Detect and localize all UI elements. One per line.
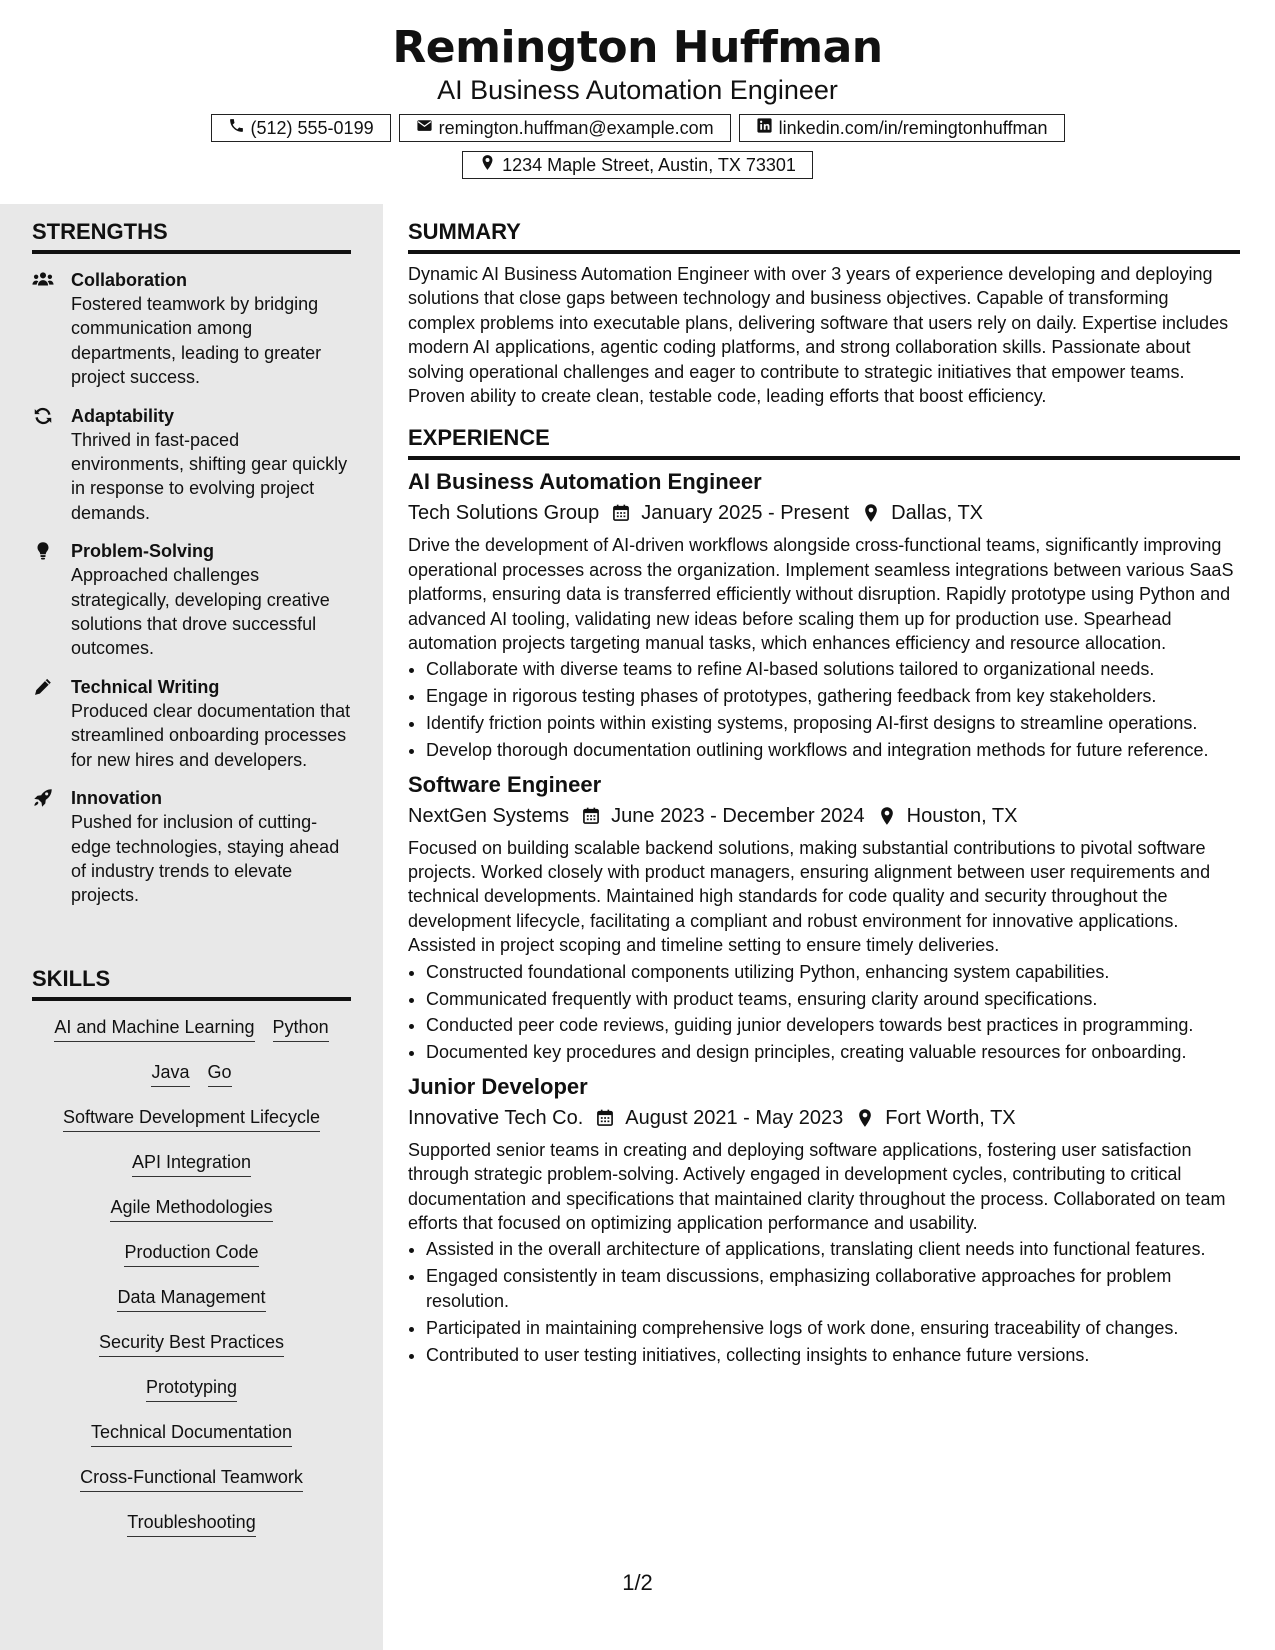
job-location: Dallas, TX (891, 502, 984, 525)
job-dates: June 2023 - December 2024 (611, 804, 865, 827)
envelope-icon (416, 117, 433, 139)
pencil-icon (32, 677, 54, 697)
job-title: Software Engineer (408, 771, 602, 797)
bullet-item: • Participated in maintaining comprehensive logs of work done, ensuring traceability of changes. (426, 1316, 1240, 1340)
skill-tag: Go (208, 1060, 232, 1087)
map-pin-icon (877, 806, 897, 826)
phone-contact[interactable] (211, 114, 391, 142)
phone-text: (512) 555-0199 (250, 117, 374, 138)
experience-section (408, 424, 1240, 1366)
contact-row (0, 114, 1275, 142)
bullet-item: • Identify friction points within existing systems, proposing AI-first designs to streamline operations. (426, 711, 1240, 735)
job-dates: January 2025 - Present (641, 502, 850, 525)
strength-desc: Thrived in fast-paced environments, shifting gear quickly in response to evolving project demands. (71, 429, 348, 523)
job-description: Drive the development of AI-driven workflows alongside cross-functional teams, significantly improving operational processes across the organization. Implement seamless integrations between various SaaS platforms, ensuring data is transferred efficiently without disruption. Rapidly prototype using Python and advanced AI tooling, validating new ideas before scaling them up for production use. Spearhead automation projects targeting manual tasks, which enhances efficiency and resource allocation. (408, 535, 1234, 654)
job-location: Fort Worth, TX (885, 1106, 1016, 1129)
calendar-icon (595, 1108, 615, 1128)
bullet-item: • Engaged consistently in team discussions, emphasizing collaborative approaches for problem resolution. (426, 1264, 1240, 1313)
job-title: Junior Developer (408, 1073, 588, 1099)
job-meta (408, 802, 1240, 830)
sync-icon (32, 406, 54, 426)
bullet-item: • Collaborate with diverse teams to refine AI-based solutions tailored to organizational needs. (426, 657, 1240, 681)
job-company: Innovative Tech Co. (408, 1106, 584, 1129)
skill-tag: Security Best Practices (99, 1330, 284, 1357)
strengths-heading: STRENGTHS (32, 218, 351, 254)
users-icon (32, 270, 54, 290)
job-meta (408, 1104, 1240, 1132)
strength-title: Technical Writing (71, 676, 220, 697)
job-meta (408, 499, 1240, 527)
job-bullets (408, 1237, 1240, 1367)
bullet-item: • Assisted in the overall architecture of applications, translating client needs into functional features. (426, 1237, 1240, 1261)
skill-tag: Troubleshooting (127, 1510, 255, 1537)
skill-list (32, 1015, 351, 1555)
calendar-icon (611, 503, 631, 523)
skill-tag: API Integration (132, 1150, 251, 1177)
candidate-name: Remington Huffman (392, 22, 883, 73)
job-company: Tech Solutions Group (408, 502, 600, 525)
strength-title: Adaptability (71, 405, 175, 426)
bullet-item: • Constructed foundational components utilizing Python, enhancing system capabilities. (426, 960, 1240, 984)
skills-section (32, 965, 351, 1555)
page-number: 1/2 (622, 1570, 653, 1595)
job-entry (408, 771, 1240, 1065)
strength-desc: Pushed for inclusion of cutting-edge technologies, staying ahead of industry trends to elevate projects. (71, 812, 340, 906)
job-bullets (408, 657, 1240, 762)
skill-tag: Software Development Lifecycle (63, 1105, 320, 1132)
skill-tag: Agile Methodologies (110, 1195, 272, 1222)
job-entry (408, 468, 1240, 762)
strength-item (32, 268, 351, 390)
job-company: NextGen Systems (408, 804, 570, 827)
linkedin-icon (756, 117, 773, 139)
strength-item (32, 786, 351, 908)
email-text: remington.huffman@example.com (438, 117, 714, 138)
strength-desc: Fostered teamwork by bridging communication among departments, leading to greater project success. (71, 294, 322, 388)
strength-item (32, 539, 351, 661)
skill-tag: Java (151, 1060, 189, 1087)
experience-heading: EXPERIENCE (408, 424, 1240, 460)
strength-desc: Produced clear documentation that streamlined onboarding processes for new hires and developers. (71, 700, 351, 770)
strength-desc: Approached challenges strategically, developing creative solutions that drove successful outcomes. (71, 565, 330, 659)
phone-icon (228, 117, 245, 139)
main-column (408, 218, 1240, 1369)
strength-title: Collaboration (71, 270, 187, 290)
email-contact[interactable] (399, 114, 731, 142)
candidate-title: AI Business Automation Engineer (437, 75, 838, 105)
linkedin-text: linkedin.com/in/remingtonhuffman (778, 117, 1048, 138)
strength-item (32, 404, 351, 526)
job-description: Focused on building scalable backend solutions, making substantial contributions to pivotal software projects. Worked closely with product managers, ensuring alignment between user requirements and technical developments. Maintained high standards for code quality and security throughout the development lifecycle, facilitating a compliant and robust environment for innovative applications. Assisted in project scoping and timeline setting to ensure timely deliveries. (408, 837, 1211, 956)
job-description: Supported senior teams in creating and deploying software applications, fostering user satisfaction through strategic problem-solving. Actively engaged in development cycles, contributing to critical documentation and specifications that maintained clarity throughout the process. Collaborated on team efforts that focused on optimizing application performance and usability. (408, 1139, 1226, 1233)
job-title: AI Business Automation Engineer (408, 469, 762, 495)
strengths-section (32, 218, 351, 908)
bullet-item: • Contributed to user testing initiatives, collecting insights to enhance future versions. (426, 1343, 1240, 1367)
summary-heading: SUMMARY (408, 218, 1240, 254)
address-contact (462, 151, 813, 179)
skill-tag: Cross-Functional Teamwork (80, 1465, 303, 1492)
summary-text: Dynamic AI Business Automation Engineer with over 3 years of experience developing and deploying solutions that close gaps between technology and business objectives. Capable of transforming complex problems into executable plans, delivering software that users rely on daily. Expertise includes modern AI applications, agentic coding platforms, and strong collaboration skills. Passionate about solving operational challenges and eager to contribute to strategic initiatives that empower teams. Proven ability to create clean, testable code, leading efforts that boost efficiency. (408, 264, 1229, 407)
skill-tag: Prototyping (146, 1375, 237, 1402)
lightbulb-icon (32, 541, 54, 561)
bullet-item: • Communicated frequently with product teams, ensuring clarity around specifications. (426, 987, 1240, 1011)
skill-tag: AI and Machine Learning (54, 1015, 254, 1042)
bullet-item: • Develop thorough documentation outlining workflows and integration methods for future reference. (426, 738, 1240, 762)
contact-row-address (0, 151, 1275, 179)
job-entry (408, 1073, 1240, 1367)
bullet-item: • Engage in rigorous testing phases of prototypes, gathering feedback from key stakeholders. (426, 684, 1240, 708)
job-bullets (408, 960, 1240, 1065)
skill-tag: Python (273, 1015, 329, 1042)
job-location: Houston, TX (906, 804, 1018, 827)
map-pin-icon (479, 154, 496, 176)
calendar-icon (581, 806, 601, 826)
map-pin-icon (855, 1108, 875, 1128)
skill-tag: Data Management (117, 1285, 265, 1312)
skill-tag: Technical Documentation (91, 1420, 292, 1447)
bullet-item: • Documented key procedures and design principles, creating valuable resources for onboarding. (426, 1040, 1240, 1064)
skill-tag: Production Code (124, 1240, 258, 1267)
rocket-icon (32, 788, 54, 808)
linkedin-contact[interactable] (739, 114, 1065, 142)
job-dates: August 2021 - May 2023 (625, 1106, 844, 1129)
strength-title: Problem-Solving (71, 541, 215, 562)
address-text: 1234 Maple Street, Austin, TX 73301 (502, 154, 796, 175)
strength-title: Innovation (71, 788, 162, 809)
map-pin-icon (861, 503, 881, 523)
skills-heading: SKILLS (32, 965, 351, 1001)
bullet-item: • Conducted peer code reviews, guiding junior developers towards best practices in programming. (426, 1013, 1240, 1037)
strength-item (32, 675, 351, 772)
